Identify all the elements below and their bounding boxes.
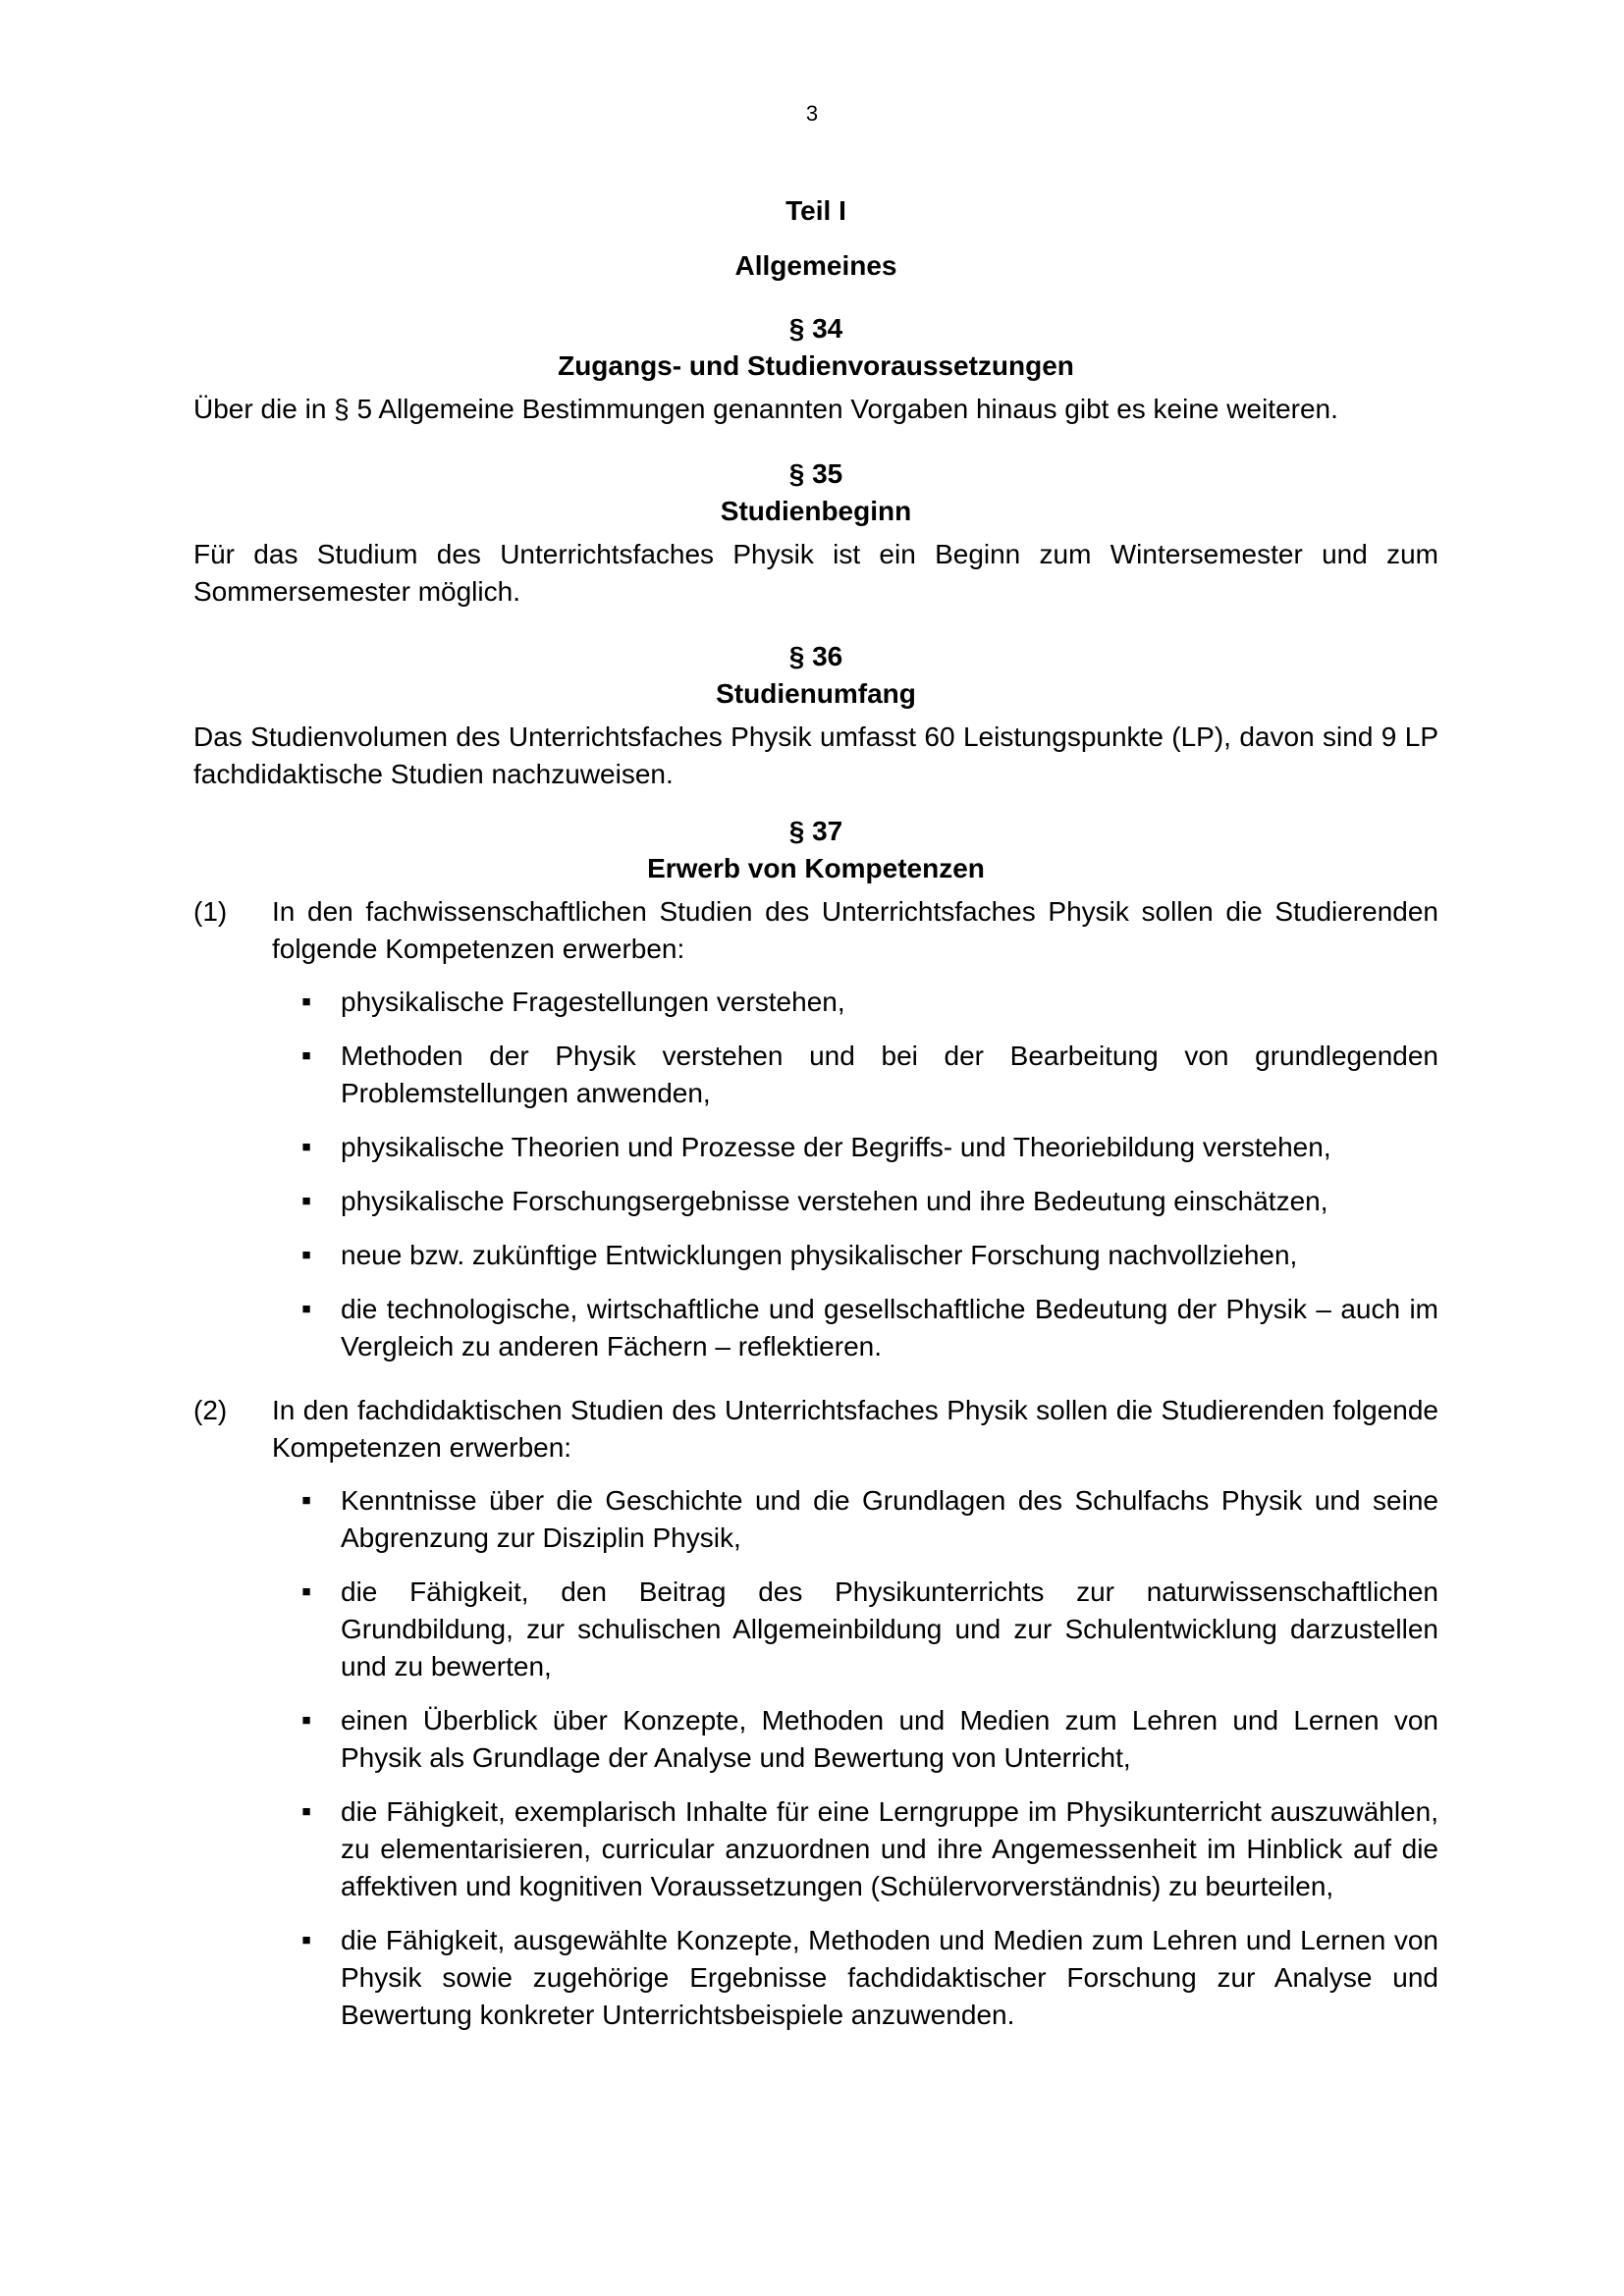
- page-number: 3: [805, 101, 819, 126]
- section-36-title: Studienumfang: [716, 678, 916, 709]
- clause-1-body: [272, 893, 1438, 1382]
- clause-1-bullet-list: [272, 984, 1438, 1365]
- section-36-text: Das Studienvolumen des Unterrichtsfaches Physik umfasst 60 Leistungspunkte (LP), davon sind 9 LP fachdidaktische Studien nachzuweisen.: [193, 721, 1438, 789]
- list-item-text: physikalische Forschungsergebnisse verstehen und ihre Bedeutung einschätzen,: [341, 1186, 1328, 1216]
- clause-1: [193, 893, 1438, 1382]
- clause-2-number: (2): [193, 1395, 228, 1425]
- clause-2-body: [272, 1392, 1438, 2051]
- list-item: [272, 1129, 1438, 1166]
- list-item-text: Methoden der Physik verstehen und bei der Bearbeitung von grundlegenden Problemstellungen anwenden,: [341, 1041, 1438, 1108]
- page-content: [193, 192, 1438, 2060]
- section-34-number: § 34: [788, 313, 843, 344]
- section-34-text: Über die in § 5 Allgemeine Bestimmungen genannten Vorgaben hinaus gibt es keine weiteren.: [193, 394, 1338, 424]
- list-item: [272, 1574, 1438, 1685]
- section-35-number: § 35: [788, 458, 843, 489]
- list-item-text: Kenntnisse über die Geschichte und die Grundlagen des Schulfachs Physik und seine Abgrenzung zur Disziplin Physik,: [341, 1485, 1438, 1553]
- bullet-icon: ■: [301, 1803, 311, 1820]
- clause-2-text: In den fachdidaktischen Studien des Unterrichtsfaches Physik sollen die Studierenden folgende Kompetenzen erwerben:: [272, 1395, 1438, 1463]
- list-item: [272, 1183, 1438, 1220]
- bullet-icon: ■: [301, 1932, 311, 1949]
- bullet-icon: ■: [301, 1139, 311, 1155]
- bullet-icon: ■: [301, 1492, 311, 1509]
- list-item-text: die Fähigkeit, ausgewählte Konzepte, Methoden und Medien zum Lehren und Lernen von Physik sowie zugehörige Ergebnisse fachdidaktischer Forschung zur Analyse und Bewertung konkreter Unterrichtsbeispiele anzuwenden.: [341, 1925, 1438, 2030]
- clause-1-number: (1): [193, 896, 228, 927]
- bullet-icon: ■: [301, 1712, 311, 1729]
- section-37-number: § 37: [788, 816, 843, 846]
- clause-1-text: In den fachwissenschaftlichen Studien des Unterrichtsfaches Physik sollen die Studierenden folgende Kompetenzen erwerben:: [272, 896, 1438, 964]
- clause-2-bullet-list: [272, 1482, 1438, 2034]
- bullet-icon: ■: [301, 1301, 311, 1317]
- section-35-title: Studienbeginn: [720, 496, 912, 526]
- section-34-title: Zugangs- und Studienvoraussetzungen: [558, 350, 1074, 381]
- list-item: [272, 1291, 1438, 1365]
- bullet-icon: ■: [301, 1583, 311, 1600]
- list-item: [272, 1922, 1438, 2034]
- list-item: [272, 1237, 1438, 1274]
- list-item-text: physikalische Theorien und Prozesse der Begriffs- und Theoriebildung verstehen,: [341, 1132, 1331, 1162]
- list-item-text: die Fähigkeit, den Beitrag des Physikunterrichts zur naturwissenschaftlichen Grundbildung, zur schulischen Allgemeinbildung und zur Schulentwicklung darzustellen und zu bewerten,: [341, 1576, 1438, 1682]
- list-item: [272, 984, 1438, 1021]
- section-35-text: Für das Studium des Unterrichtsfaches Physik ist ein Beginn zum Wintersemester und zum Sommersemester möglich.: [193, 539, 1438, 607]
- list-item-text: einen Überblick über Konzepte, Methoden und Medien zum Lehren und Lernen von Physik als Grundlage der Analyse und Bewertung von Unterricht,: [341, 1705, 1438, 1773]
- list-item: [272, 1482, 1438, 1557]
- part-title: Teil I: [785, 195, 846, 226]
- list-item-text: die Fähigkeit, exemplarisch Inhalte für eine Lerngruppe im Physikunterricht auszuwählen, zu elementarisieren, curricular anzuordnen und ihre Angemessenheit im Hinblick auf die affektiven und kognitiven Voraussetzungen (Schülervorverständnis) zu beurteilen,: [341, 1796, 1438, 1901]
- list-item: [272, 1702, 1438, 1777]
- clause-2: [193, 1392, 1438, 2051]
- bullet-icon: ■: [301, 1047, 311, 1064]
- list-item-text: die technologische, wirtschaftliche und gesellschaftliche Bedeutung der Physik – auch im Vergleich zu anderen Fächern – reflektieren.: [341, 1294, 1438, 1362]
- section-36-number: § 36: [788, 641, 843, 671]
- list-item-text: physikalische Fragestellungen verstehen,: [341, 987, 845, 1017]
- section-37-title: Erwerb von Kompetenzen: [647, 853, 985, 883]
- list-item: [272, 1038, 1438, 1112]
- bullet-icon: ■: [301, 1193, 311, 1209]
- bullet-icon: ■: [301, 993, 311, 1010]
- part-subtitle: Allgemeines: [734, 250, 897, 281]
- list-item-text: neue bzw. zukünftige Entwicklungen physikalischer Forschung nachvollziehen,: [341, 1240, 1298, 1270]
- bullet-icon: ■: [301, 1247, 311, 1263]
- list-item: [272, 1793, 1438, 1905]
